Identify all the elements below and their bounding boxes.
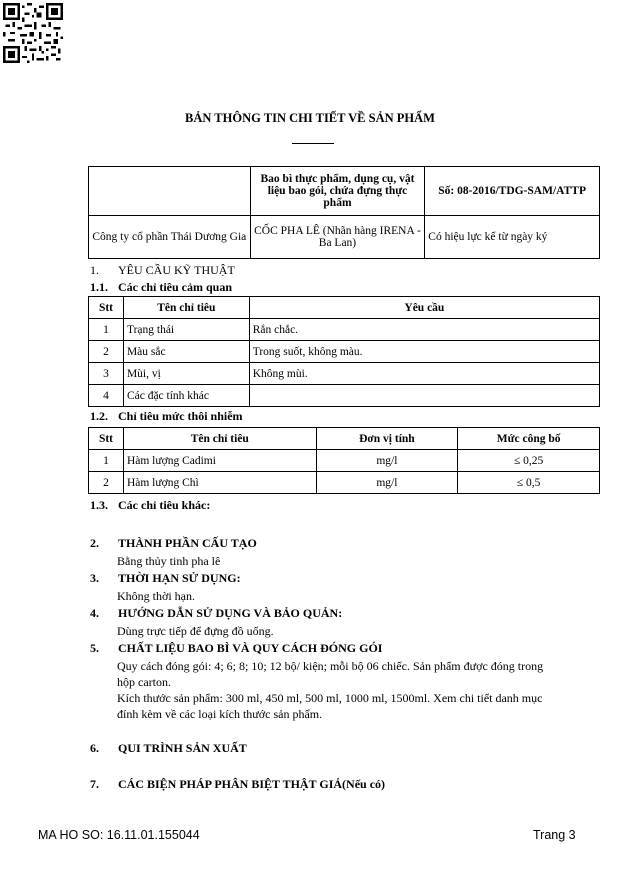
document-number: Số: 08-2016/TDG-SAM/ATTP [425, 167, 600, 216]
title-underline [292, 143, 334, 144]
page-number: Trang 3 [533, 828, 576, 842]
section-title: CÁC BIỆN PHÁP PHÂN BIỆT THẬT GIẢ(Nếu có) [118, 777, 386, 791]
unit: mg/l [316, 450, 458, 472]
section-title: Chỉ tiêu mức thôi nhiễm [118, 409, 243, 423]
section-number: 1.3. [90, 498, 108, 512]
section-number: 7. [90, 777, 99, 791]
header-empty-cell [89, 167, 251, 216]
row-index: 2 [89, 341, 124, 363]
product-header-table [88, 166, 600, 259]
declared-level: ≤ 0,25 [458, 450, 600, 472]
table-row [89, 319, 600, 341]
section-title: THÀNH PHẦN CẤU TẠO [118, 536, 257, 550]
requirement: Không mùi. [249, 363, 599, 385]
table-row [89, 472, 600, 494]
table-header: Stt [89, 297, 124, 319]
table-header: Yêu cầu [249, 297, 599, 319]
requirement: Trong suốt, không màu. [249, 341, 599, 363]
section-number: 4. [90, 606, 99, 620]
criterion-name: Hàm lượng Cadimi [123, 450, 316, 472]
table-row [89, 363, 600, 385]
section-number: 3. [90, 571, 99, 585]
criterion-name: Hàm lượng Chì [123, 472, 316, 494]
product-name: CỐC PHA LÊ (Nhãn hàng IRENA - Ba Lan) [250, 216, 425, 259]
section-title: Các chỉ tiêu cảm quan [118, 280, 232, 294]
section-number: 5. [90, 641, 99, 655]
row-index: 1 [89, 319, 124, 341]
section-title: CHẤT LIỆU BAO BÌ VÀ QUY CÁCH ĐÓNG GÓI [118, 641, 383, 655]
section-number: 1.1. [90, 280, 108, 294]
row-index: 3 [89, 363, 124, 385]
table-header: Mức công bố [458, 428, 600, 450]
section-5-sizes: Kích thước sản phẩm: 300 ml, 450 ml, 500 ml, 1000 ml, 1500ml. Xem chi tiết danh mục đính kèm về các loại kích thước sản phẩm. [117, 691, 543, 721]
table-header: Đơn vị tính [316, 428, 458, 450]
section-number: 1.2. [90, 409, 108, 423]
validity-note: Có hiệu lực kể từ ngày ký [425, 216, 600, 259]
section-title: Các chỉ tiêu khác: [118, 498, 211, 512]
unit: mg/l [316, 472, 458, 494]
requirement [249, 385, 599, 407]
product-category: Bao bì thực phẩm, dụng cụ, vật liệu bao gói, chứa đựng thực phẩm [250, 167, 425, 216]
section-number: 1. [90, 263, 99, 277]
requirement: Rắn chắc. [249, 319, 599, 341]
section-title: HƯỚNG DẪN SỬ DỤNG VÀ BẢO QUẢN: [118, 606, 343, 620]
sensory-criteria-table [88, 296, 600, 407]
section-number: 2. [90, 536, 99, 550]
file-code: MA HO SO: 16.11.01.155044 [38, 828, 200, 842]
table-row [89, 341, 600, 363]
declared-level: ≤ 0,5 [458, 472, 600, 494]
table-row [89, 385, 600, 407]
table-header: Tên chỉ tiêu [123, 428, 316, 450]
criterion-name: Màu sắc [123, 341, 249, 363]
section-number: 6. [90, 741, 99, 755]
section-title: QUI TRÌNH SẢN XUẤT [118, 741, 247, 755]
company-name: Công ty cổ phần Thái Dương Gia [89, 216, 251, 259]
table-row [89, 450, 600, 472]
criterion-name: Mùi, vị [123, 363, 249, 385]
criterion-name: Các đặc tính khác [123, 385, 249, 407]
table-header: Stt [89, 428, 124, 450]
migration-limits-table [88, 427, 600, 494]
qr-code-icon [3, 3, 63, 63]
document-title: BẢN THÔNG TIN CHI TIẾT VỀ SẢN PHẨM [185, 111, 435, 125]
section-4-body: Dùng trực tiếp để đựng đồ uống. [117, 624, 274, 638]
section-2-body: Bằng thủy tinh pha lê [117, 554, 221, 568]
row-index: 2 [89, 472, 124, 494]
row-index: 1 [89, 450, 124, 472]
table-header: Tên chỉ tiêu [123, 297, 249, 319]
criterion-name: Trạng thái [123, 319, 249, 341]
section-3-body: Không thời hạn. [117, 589, 196, 603]
section-title: YÊU CẦU KỸ THUẬT [118, 263, 235, 277]
row-index: 4 [89, 385, 124, 407]
section-title: THỜI HẠN SỬ DỤNG: [118, 571, 241, 585]
section-5-packaging: Quy cách đóng gói: 4; 6; 8; 10; 12 bộ/ kiện; mỗi bộ 06 chiếc. Sản phẩm được đóng trong hộp carton. [117, 659, 544, 689]
